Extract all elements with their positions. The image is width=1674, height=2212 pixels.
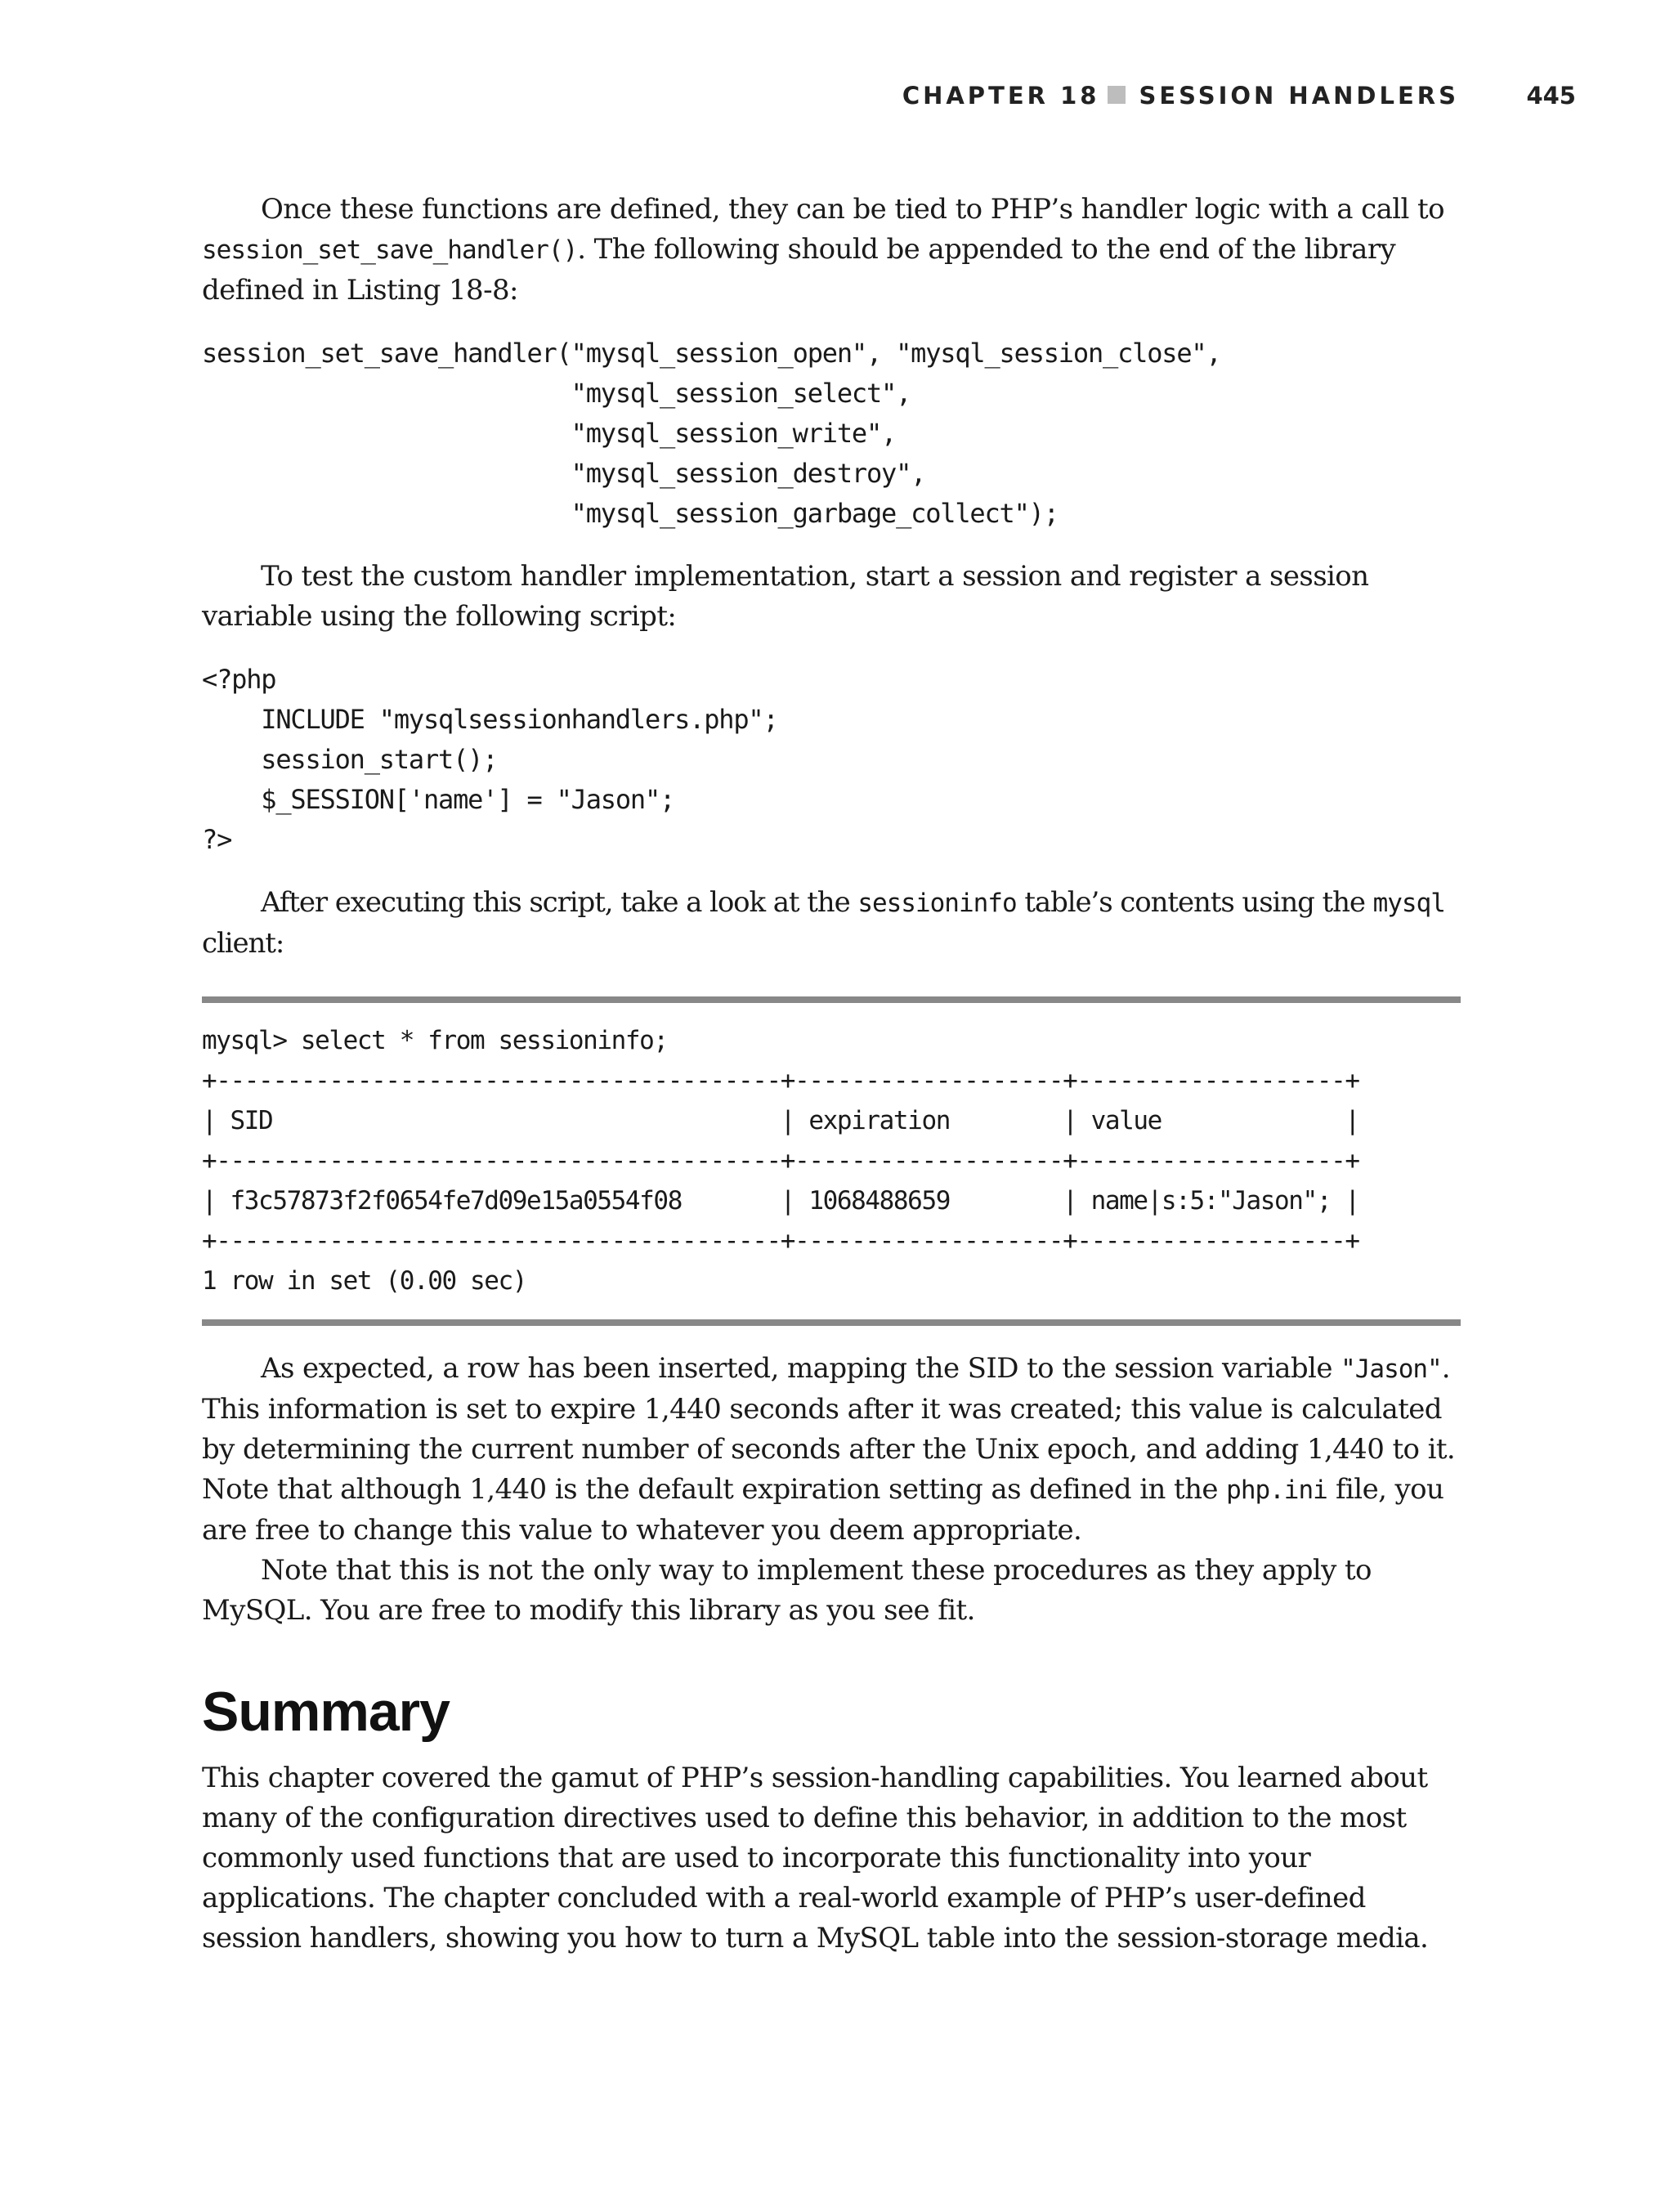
separator-square-icon	[1108, 86, 1126, 104]
inline-code: mysql	[1372, 889, 1445, 918]
code-listing-handler: session_set_save_handler("mysql_session_open", "mysql_session_close", "mysql_session_select", "mysql_session_write", "mysql_session_destroy", "mysql_session_garbage_collect");	[202, 338, 1221, 529]
section-heading-summary: Summary	[202, 1681, 450, 1743]
paragraph-note: Note that this is not the only way to implement these procedures as they apply to MySQL. You are free to modify this library as you see fit.	[202, 1554, 1372, 1627]
paragraph-expected: As expected, a row has been inserted, mapping the SID to the session variable "Jason". This information is set to expire 1,440 seconds after it was created; this value is calculated by determining the current number of seconds after the Unix epoch, and adding 1,440 to it. Note that although 1,440 is the default expiration setting as defined in the php.ini file, you are free to change this value to whatever you deem appropriate.	[202, 1352, 1456, 1547]
page-number: 445	[1526, 82, 1576, 110]
inline-code: "Jason"	[1341, 1355, 1442, 1384]
chapter-label: CHAPTER 18	[902, 82, 1100, 110]
paragraph-execute: After executing this script, take a look at the sessioninfo table’s contents using the mysql client:	[202, 886, 1445, 960]
code-listing-script: <?php INCLUDE "mysqlsessionhandlers.php"; session_start(); $_SESSION['name'] = "Jason"; ?>	[202, 664, 778, 855]
top-rule	[202, 996, 1461, 1003]
mysql-output: mysql> select * from sessioninfo; +----------------------------------------+-------------------+-------------------+ | SID | expiration | value | +----------------------------------------+-------------------+-------------------+ | f3c57873f2f0654fe7d09e15a0554f08 | 1068488659 | name|s:5:"Jason"; | +----------------------------------------+-------------------+-------------------+ 1 row in set (0.00 sec)	[202, 1026, 1359, 1296]
running-header	[0, 82, 1674, 114]
page-body	[202, 190, 1461, 1959]
section-label: SESSION HANDLERS	[1139, 82, 1459, 110]
inline-code: sessioninfo	[857, 889, 1017, 918]
bottom-rule	[202, 1319, 1461, 1326]
inline-code: php.ini	[1226, 1475, 1327, 1505]
paragraph-test: To test the custom handler implementation, start a session and register a session variable using the following script:	[202, 560, 1369, 633]
paragraph-intro: Once these functions are defined, they can be tied to PHP’s handler logic with a call to session_set_save_handler(). The following should be appended to the end of the library defined in Listing 18-8:	[202, 193, 1444, 307]
inline-code: session_set_save_handler()	[202, 235, 578, 265]
paragraph-summary: This chapter covered the gamut of PHP’s session-handling capabilities. You learned about many of the configuration directives used to define this behavior, in addition to the most commonly used functions that are used to incorporate this functionality into your applications. The chapter concluded with a real-world example of PHP’s user-defined session handlers, showing you how to turn a MySQL table into the session-storage media.	[202, 1762, 1429, 1955]
chapter-title	[902, 82, 1459, 110]
